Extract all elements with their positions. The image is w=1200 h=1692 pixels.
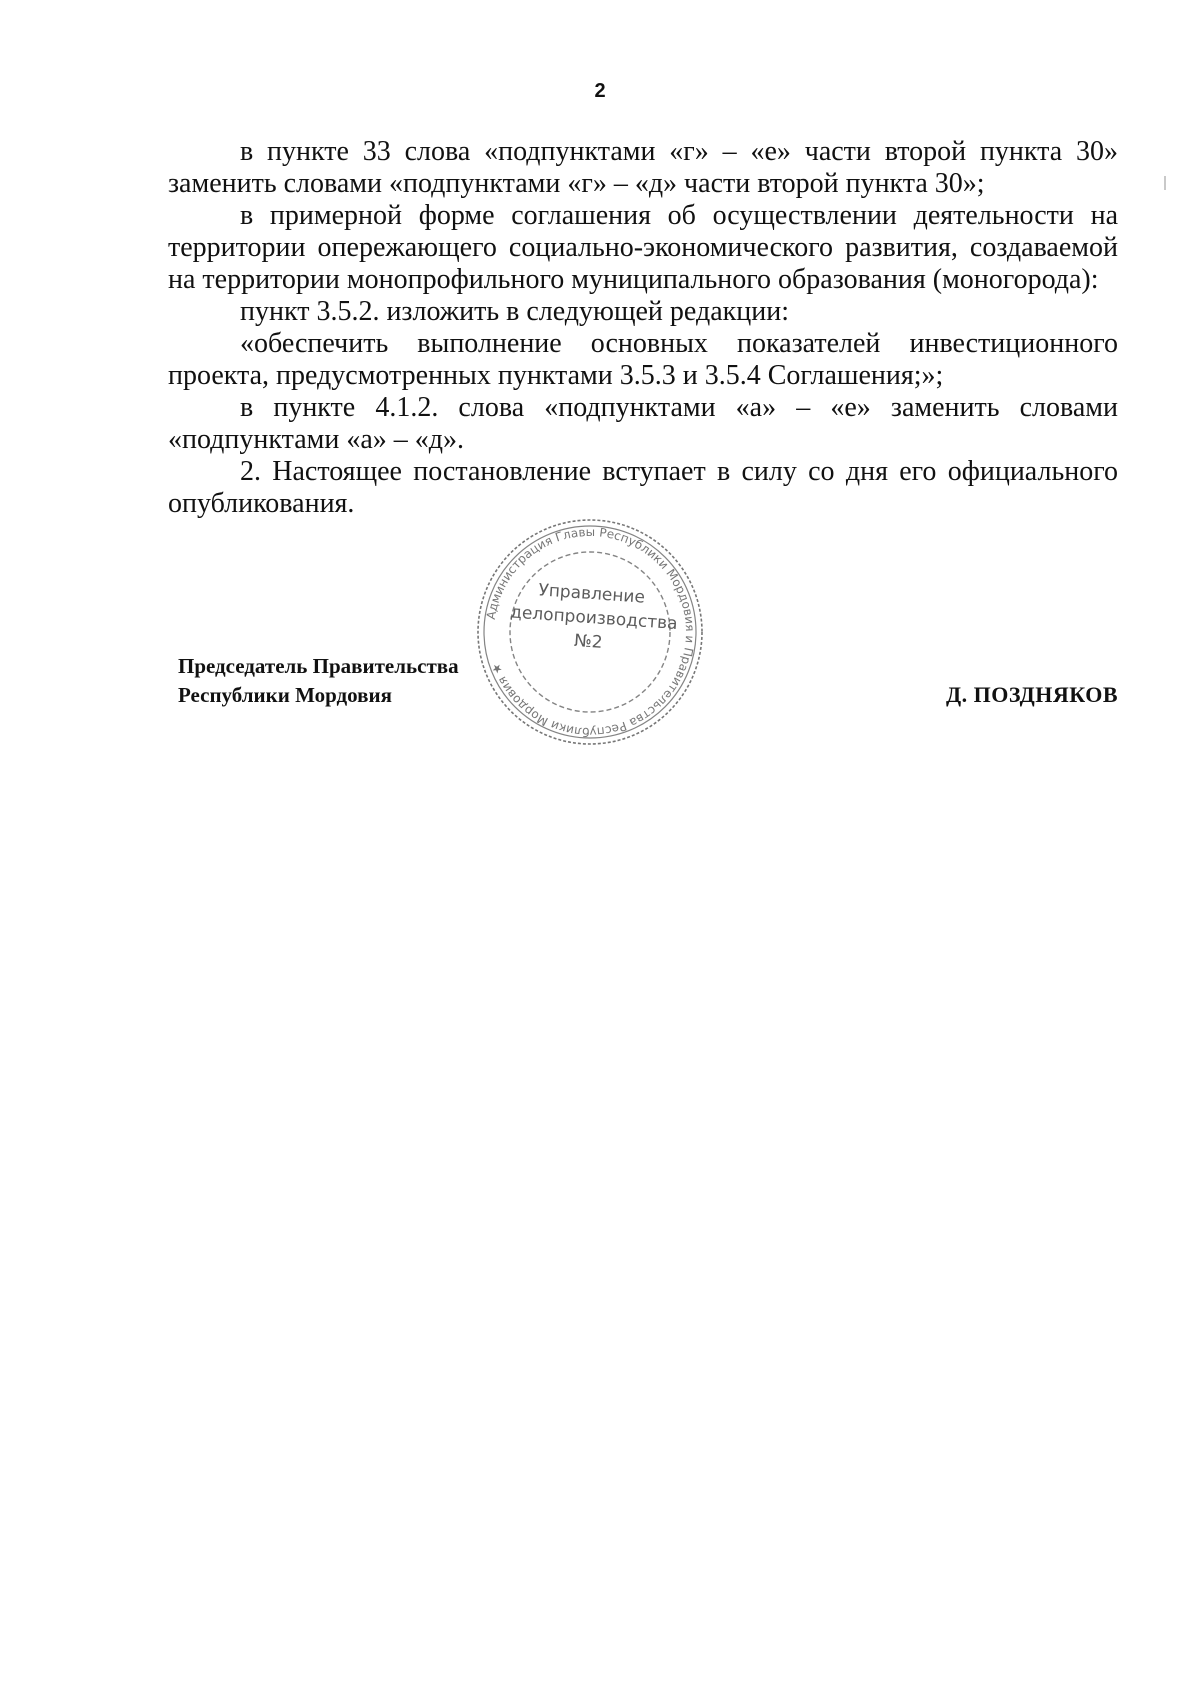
stamp-line1: Управление [537,580,646,608]
signer-position [178,652,459,710]
paragraph-clause-3-5-2-text: «обеспечить выполнение основных показателей инвестиционного проекта, предусмотренных пунктами 3.5.3 и 3.5.4 Соглашения;»; [168,328,1118,391]
office-stamp [470,512,710,752]
signer-name: Д. ПОЗДНЯКОВ [946,682,1118,707]
stamp-line3: №2 [573,630,604,653]
paragraph-agreement-form: в примерной форме соглашения об осуществлении деятельности на территории опережающего социально-экономического развития, создаваемой на территории монопрофильного муниципального образования (моногорода): [168,200,1118,295]
stamp-ring-text: Администрация Главы Республики Мордовия и Правительства Республики Мордовия ★ [483,524,698,740]
paragraph-point-33: в пункте 33 слова «подпунктами «г» – «е» части второй пункта 30» заменить словами «подпунктами «г» – «д» части второй пункта 30»; [168,136,1118,199]
paragraph-clause-3-5-2: пункт 3.5.2. изложить в следующей редакции: [240,296,789,327]
stamp-center-text [508,577,679,660]
scan-speck [1164,176,1166,190]
signer-position-line1: Председатель Правительства [178,654,459,678]
signer-position-line2: Республики Мордовия [178,683,392,707]
stamp-line2: делопроизводства [509,602,679,635]
page-number: 2 [594,80,606,102]
paragraph-effective-date: 2. Настоящее постановление вступает в силу со дня его официального опубликования. [168,456,1118,519]
paragraph-clause-4-1-2: в пункте 4.1.2. слова «подпунктами «а» – «е» заменить словами «подпунктами «а» – «д». [168,392,1118,455]
document-body [168,136,1118,520]
